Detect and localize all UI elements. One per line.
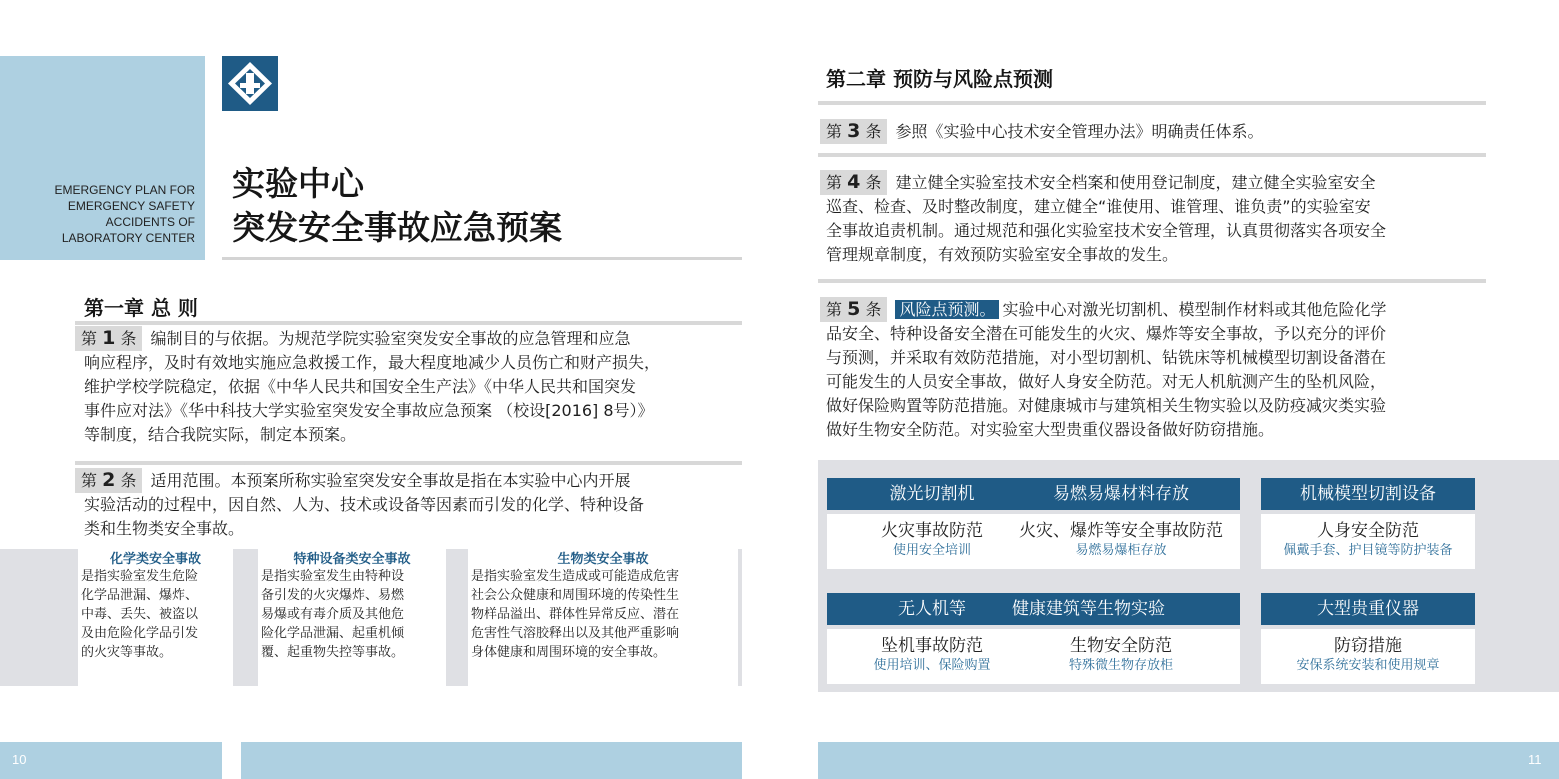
article-label: 第 2 条 [75,468,142,493]
article-3: 第 3 条 参照《实验中心技术安全管理办法》明确责任体系。 [820,119,1510,144]
article-divider [75,321,742,325]
risk-card-header: 激光切割机 [827,478,1037,510]
page-title: 实验中心 突发安全事故应急预案 [232,164,562,247]
title-divider [222,257,742,260]
article-5: 第 5 条 风险点预测。 实验中心对激光切割机、模型制作材料或其他危险化学 品安全、特种设备安全潜在可能发生的火灾、爆炸等安全事故，予以充分的评价 与预测，并采取有效防范措施，对小型切割机、钻铣床等机械模型切割设备潜在 可能发生的人员安全事故，做好人身安全防范。对无人机航测产生的坠机风险， 做好保险购置等防范措施。对健康城市与建筑相关生物实验以及防疫减灾类实验 做好生物安全防范。对实验室大型贵重仪器设备做好防窃措施。 [820,297,1520,442]
risk-card: 激光切割机 火灾事故防范 使用安全培训 [827,478,1037,569]
article-2: 第 2 条 适用范围。本预案所称实验室突发安全事故是指在本实验中心内开展 实验活动的过程中，因自然、人为、技术或设备等因素而引发的化学、特种设备 类和生物类安全事故。 [75,468,755,541]
risk-card: 无人机等 坠机事故防范 使用培训、保险购置 [827,593,1037,684]
risk-card: 机械模型切割设备 人身安全防范 佩戴手套、护目镜等防护装备 [1261,478,1475,569]
accident-categories-band [0,549,742,686]
article-label: 第 1 条 [75,326,142,351]
chapter-1-heading: 第一章 总 则 [84,296,198,320]
category-chemical: 化学类安全事故 是指实验室发生危险 化学品泄漏、爆炸、 中毒、丢失、被盗以 及由危险化学品引发 的火灾等事故。 [78,549,233,686]
article-divider [75,461,742,465]
footer-bar-left [0,742,222,779]
article-divider [818,153,1486,157]
risk-card: 易燃易爆材料存放 火灾、爆炸等安全事故防范 易燃易爆柜存放 [1002,478,1240,569]
category-biological: 生物类安全事故 是指实验室发生造成或可能造成危害 社会公众健康和周围环境的传染性生 物样品溢出、群体性异常反应、潜在 危害性气溶胶释出以及其他严重影响 身体健康和周围环境的安全事故。 [468,549,738,686]
article-label: 第 3 条 [820,119,887,144]
article-divider [818,101,1486,105]
header-color-block [0,56,205,260]
english-subtitle: EMERGENCY PLAN FOR EMERGENCY SAFETY ACCIDENTS OF LABORATORY CENTER [54,183,195,245]
risk-card-header: 易燃易爆材料存放 [1002,478,1240,510]
article-1: 第 1 条 编制目的与依据。为规范学院实验室突发安全事故的应急管理和应急 响应程序，及时有效地实施应急救援工作，最大程度地减少人员伤亡和财产损失， 维护学校学院稳定，依据《中华人民共和国安全生产法》《中华人民共和国突发 事件应对法》《华中科技大学实验室突发安全事故应急预案 （校设[2016] 8号）》 等制度，结合我院实际，制定本预案。 [75,326,755,447]
risk-card: 大型贵重仪器 防窃措施 安保系统安装和使用规章 [1261,593,1475,684]
footer-bar-right [818,742,1559,779]
risk-card: 健康建筑等生物实验 生物安全防范 特殊微生物存放柜 [1002,593,1240,684]
risk-card-header: 机械模型切割设备 [1261,478,1475,510]
article-divider [818,279,1486,283]
article-4: 第 4 条 建立健全实验室技术安全档案和使用登记制度，建立健全实验室安全 巡查、检查、及时整改制度，建立健全“谁使用、谁管理、谁负责”的实验室安 全事故追责机制。通过规范和强化实验室技术安全管理，认真贯彻落实各项安全 管理规章制度，有效预防实验室安全事故的发生。 [820,170,1510,267]
institution-logo [222,56,278,111]
article-label: 第 5 条 [820,297,887,322]
footer-bar-left-wide [241,742,742,779]
page-number-left: 10 [12,752,27,767]
risk-card-header: 健康建筑等生物实验 [1002,593,1240,625]
highlight-risk-prediction: 风险点预测。 [895,300,999,319]
chapter-2-heading: 第二章 预防与风险点预测 [826,67,1053,91]
article-label: 第 4 条 [820,170,887,195]
category-special-equipment: 特种设备类安全事故 是指实验室发生由特种设 备引发的火灾爆炸、易燃 易爆或有毒介质及其他危 险化学品泄漏、起重机倾 覆、起重物失控等事故。 [258,549,446,686]
risk-card-header: 无人机等 [827,593,1037,625]
page-number-right: 11 [1528,752,1542,767]
risk-card-header: 大型贵重仪器 [1261,593,1475,625]
risk-points-band [818,460,1559,692]
